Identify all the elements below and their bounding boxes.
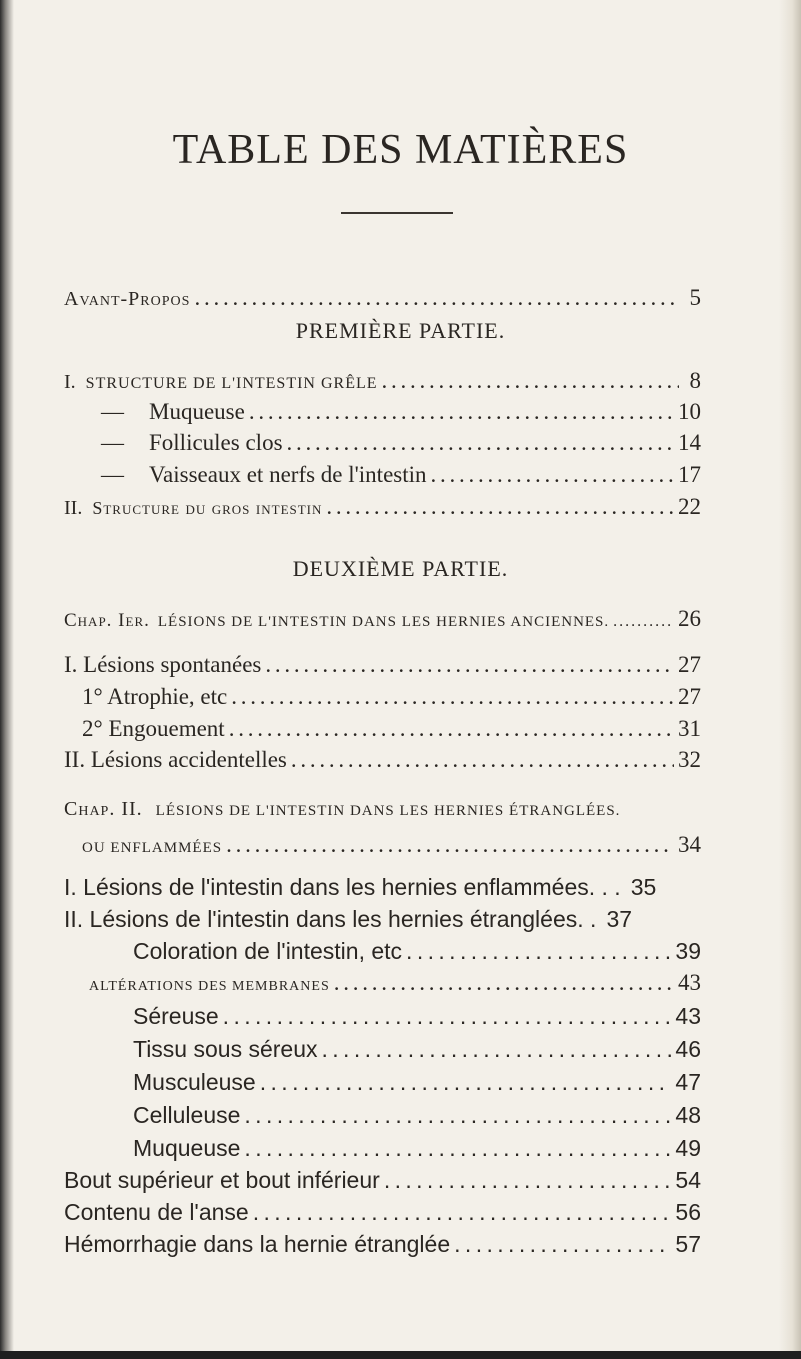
part-heading-2: DEUXIÈME PARTIE. [292,556,509,581]
page-title: TABLE DES MATIÈRES [172,127,629,173]
toc-entry-label: Avant-Propos [64,288,191,310]
toc-page-number: 26 [678,606,701,631]
toc-page-number: 43 [675,1003,701,1029]
toc-entry-label: Bout supérieur et bout inférieur [64,1167,380,1193]
toc-page-number: 27 [678,684,701,709]
toc-entry-label: I. Lésions spontanées [64,652,262,677]
leader-dots [226,830,674,860]
toc-page-number: 43 [678,970,701,995]
toc-entry [101,460,701,490]
toc-entry-label: 2° Engouement [82,716,225,741]
toc-page-number: 56 [675,1199,701,1225]
toc-page-number: 54 [675,1167,701,1193]
leader-dots [244,1100,671,1130]
toc-entry [133,1034,701,1064]
toc-page-number: 46 [675,1036,701,1062]
toc-page-number: 22 [678,494,701,519]
leader-dots [322,1034,672,1064]
toc-entry-label: Musculeuse [133,1069,256,1095]
leader-dots [260,1067,672,1097]
toc-entry-label: 1° Atrophie, etc [82,684,228,709]
toc-entry-label: Coloration de l'intestin, etc [133,938,403,964]
toc-entry [64,366,701,399]
toc-entry-num: I. [64,371,76,393]
toc-page-number: 27 [678,652,701,677]
toc-page-number: 31 [678,716,701,741]
toc-entry [64,872,701,902]
leader-dots [291,745,674,775]
leader-dots [326,492,674,522]
toc-entry [133,936,701,966]
toc-page-number: 49 [675,1135,701,1161]
chapter-lead: Chap. Ier. [64,610,150,631]
toc-entry [89,968,701,1002]
toc-entry [82,714,701,744]
toc-entry [82,682,701,712]
toc-entry-label: Follicules clos [149,430,283,455]
toc-entry [64,1197,701,1227]
toc-page-number: 8 [689,368,701,393]
toc-entry-label: Contenu de l'anse [64,1199,249,1225]
toc-page-number: 37 [606,906,633,932]
toc-entry-label: STRUCTURE DE L'INTESTIN GRÊLE [85,375,378,392]
leader-dots [265,650,674,680]
leader-dots [249,397,674,427]
toc-page-number: 48 [675,1102,701,1128]
leader-dots [223,1001,672,1031]
part-heading-1: PREMIÈRE PARTIE. [295,318,506,343]
toc-entry [64,492,701,523]
toc-entry [101,397,701,427]
toc-page-number: 10 [678,399,701,424]
leader-dots [253,1197,672,1227]
toc-entry [133,1133,701,1163]
toc-entry-dash: — [101,399,124,424]
leader-dots [287,428,674,458]
toc-entry-label: Séreuse [133,1003,219,1029]
toc-entry [133,1001,701,1031]
toc-entry-dash: — [101,430,124,455]
chapter-heading-2 [64,798,620,821]
toc-entry [101,428,701,458]
leader-dots [613,607,674,637]
toc-page-number: 5 [689,285,701,310]
toc-entry-avant-propos [64,283,701,314]
toc-entry-label: Muqueuse [133,1135,241,1161]
toc-entry [64,745,701,775]
toc-entry-num: II. [64,497,83,519]
toc-entry-label: Tissu sous séreux [133,1036,318,1062]
toc-page-number: 39 [675,938,701,964]
leader-dots [382,366,679,396]
toc-entry-label: II. Lésions de l'intestin dans les hernies étranglées. . [64,906,597,932]
leader-dots [229,714,674,744]
toc-entry [64,650,701,680]
chapter-heading-1 [64,604,701,637]
toc-entry-label: Hémorrhagie dans la hernie étranglée [64,1231,451,1257]
toc-entry [133,1100,701,1130]
toc-entry [64,1229,701,1259]
chapter-title: LÉSIONS DE L'INTESTIN DANS LES HERNIES ÉTRANGLÉES. [155,803,621,819]
toc-entry-label: I. Lésions de l'intestin dans les hernies enflammées. . . [64,874,621,900]
toc-entry-label: Structure du gros intestin [92,498,323,518]
toc-page-number: 57 [675,1231,701,1257]
leader-dots [244,1133,671,1163]
toc-entry [64,1165,701,1195]
toc-page-number: 17 [678,462,701,487]
toc-page-number: 14 [678,430,701,455]
leader-dots [231,682,674,712]
toc-entry-label: II. Lésions accidentelles [64,747,287,772]
toc-entry [133,1067,701,1097]
toc-entry-label: Muqueuse [149,399,245,424]
toc-page-number: 32 [678,747,701,772]
toc-entry-label: Vaisseaux et nerfs de l'intestin [149,462,427,487]
chapter-lead: Chap. II. [64,798,143,820]
title-rule [341,212,453,214]
toc-page-number: 34 [678,832,701,857]
leader-dots [406,936,671,966]
toc-page-number: 35 [630,874,657,900]
leader-dots [454,1229,671,1259]
leader-dots [431,460,674,490]
toc-page-number: 47 [675,1069,701,1095]
chapter-title-cont: OU ENFLAMMÉES [82,840,223,856]
chapter-title: LÉSIONS DE L'INTESTIN DANS LES HERNIES ANCIENNES. [157,614,610,630]
toc-entry-label: Celluleuse [133,1102,241,1128]
toc-entry [64,904,701,934]
leader-dots [384,1165,672,1195]
toc-entry-label: ALTÉRATIONS DES MEMBRANES [89,979,330,994]
toc-entry-dash: — [101,462,124,487]
chapter-heading-2-cont [82,830,701,863]
leader-dots [334,968,674,998]
leader-dots [194,283,679,313]
